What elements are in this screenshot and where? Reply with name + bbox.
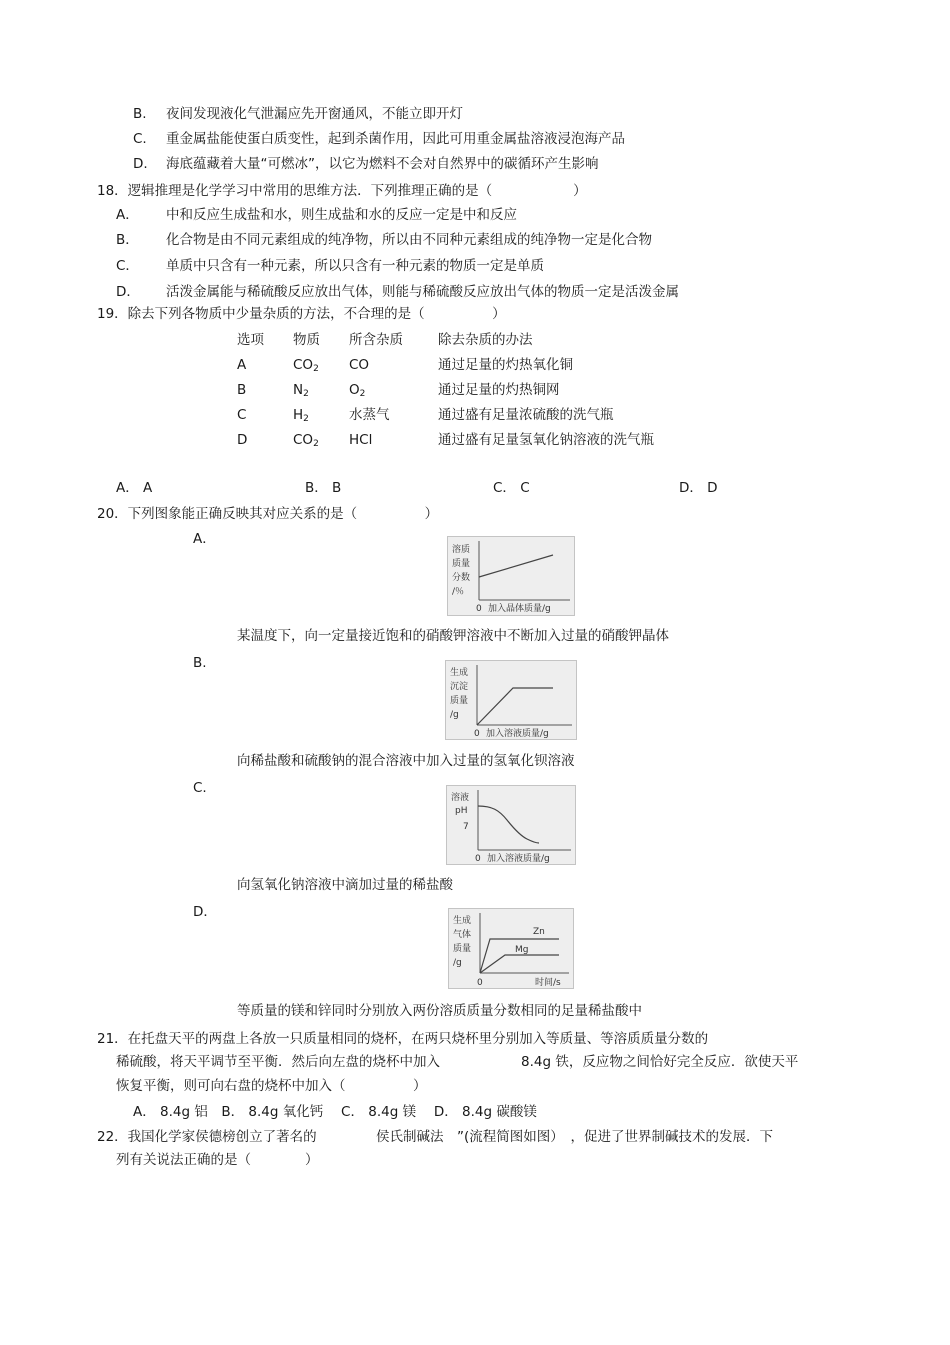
table-cell-substance: $CO_2$ — [293, 432, 319, 449]
table-header-cell: 所含杂质 — [349, 332, 403, 348]
q20-option-c-letter: C. — [193, 780, 207, 796]
graph-d-ylabel: 气体 — [453, 930, 472, 940]
q18-option-c-text: 单质中只含有一种元素，所以只含有一种元素的物质一定是单质 — [166, 258, 544, 274]
table-cell-impurity: HCl — [349, 432, 373, 448]
graph-d-ylabel: /g — [453, 958, 462, 968]
graph-b-curve — [477, 688, 553, 725]
q20-option-a-letter: A． — [193, 531, 216, 547]
graph-b-ylabel: 沉淀 — [450, 682, 469, 692]
graph-c-ylabel: 溶液 — [451, 793, 470, 803]
q21-line-3: 恢复平衡，则可向右盘的烧杯中加入（ ） — [116, 1078, 427, 1094]
table-cell-impurity: CO — [349, 357, 370, 373]
q17-option-c-letter: C. — [133, 131, 147, 147]
q17-option-d-text: 海底蕴藏着大量“可燃冰”，以它为燃料不会对自然界中的碳循环产生影响 — [166, 156, 599, 172]
x-axis-label: 加入溶液质量/g — [486, 729, 549, 739]
graph-a-curve — [479, 555, 553, 577]
q20-stem: 20．下列图象能正确反映其对应关系的是（ ） — [97, 506, 439, 522]
q20-option-c-caption: 向氢氧化钠溶液中滴加过量的稀盐酸 — [237, 877, 453, 893]
q20-option-b-caption: 向稀盐酸和硫酸钠的混合溶液中加入过量的氢氧化钡溶液 — [237, 753, 575, 769]
graph-a-ylabel: /％ — [452, 587, 465, 597]
graph-b-ylabel: 质量 — [450, 696, 469, 706]
q22-line-2: 列有关说法正确的是（ ） — [116, 1152, 319, 1168]
table-cell-substance: $N_2$ — [293, 382, 309, 399]
origin-label: 0 — [476, 604, 482, 614]
origin-label: 0 — [477, 978, 483, 988]
q19-answer-b: B． B — [305, 480, 342, 496]
graph-c-ytick: 7 — [463, 822, 469, 832]
table-cell-impurity: 水蒸气 — [349, 407, 390, 423]
q17-option-b-text: 夜间发现液化气泄漏应先开窗通风，不能立即开灯 — [166, 106, 463, 122]
table-cell-substance: $CO_2$ — [293, 357, 319, 374]
table-cell-option: C — [237, 407, 247, 423]
q17-option-d-letter: D. — [133, 156, 148, 172]
q21-options: A． 8.4g 铝 B． 8.4g 氧化钙 C． 8.4g 镁 D． 8.4g 碳酸镁 — [133, 1104, 537, 1120]
q18-option-a-letter: A． — [116, 207, 139, 223]
q20-option-b-letter: B. — [193, 655, 207, 671]
q21-line-2a: 稀硫酸，将天平调节至平衡．然后向左盘的烧杯中加入 — [116, 1054, 440, 1070]
q18-stem: 18．逻辑推理是化学学习中常用的思维方法．下列推理正确的是（ ） — [97, 183, 587, 199]
table-cell-method: 通过足量的灼热铜网 — [438, 382, 560, 398]
origin-label: 0 — [475, 854, 481, 864]
q18-option-d-text: 活泼金属能与稀硫酸反应放出气体，则能与稀硫酸反应放出气体的物质一定是活泼金属 — [166, 284, 679, 300]
graph-d — [448, 908, 574, 989]
q18-option-b-text: 化合物是由不同元素组成的纯净物，所以由不同种元素组成的纯净物一定是化合物 — [166, 232, 652, 248]
origin-label: 0 — [474, 729, 480, 739]
graph-d-ylabel: 生成 — [453, 916, 472, 926]
graph-a-ylabel: 质量 — [452, 559, 471, 569]
table-header-cell: 物质 — [293, 332, 320, 348]
q22-line-1b: 侯氏制碱法 ”(流程简图如图） ，促进了世界制碱技术的发展．下 — [376, 1129, 774, 1145]
graph-a-ylabel: 溶质 — [452, 545, 471, 555]
graph-c-curve — [478, 806, 539, 843]
q19-answer-d: D． D — [679, 480, 718, 496]
graph-d-curve-mg — [480, 955, 559, 973]
q19-answer-c: C． C — [493, 480, 530, 496]
table-cell-method: 通过盛有足量浓硫酸的洗气瓶 — [438, 407, 614, 423]
x-axis-label: 加入晶体质量/g — [488, 604, 551, 614]
graph-b — [445, 660, 577, 740]
graph-d-ylabel: 质量 — [453, 944, 472, 954]
q19-answer-a: A． A — [116, 480, 153, 496]
table-cell-method: 通过盛有足量氢氧化钠溶液的洗气瓶 — [438, 432, 654, 448]
q21-line-2b: 8.4g 铁，反应物之间恰好完全反应．欲使天平 — [521, 1054, 799, 1070]
q18-option-d-letter: D． — [116, 284, 140, 300]
graph-b-ylabel: 生成 — [450, 668, 469, 678]
q17-option-b-letter: B. — [133, 106, 147, 122]
q21-line-1: 21．在托盘天平的两盘上各放一只质量相同的烧杯，在两只烧杯里分别加入等质量、等溶质质量分数的 — [97, 1031, 709, 1047]
q18-option-b-letter: B． — [116, 232, 139, 248]
table-cell-option: B — [237, 382, 247, 398]
graph-a-ylabel: 分数 — [452, 573, 471, 583]
x-axis-label: 时间/s — [535, 978, 561, 988]
x-axis-label: 加入溶液质量/g — [487, 854, 550, 864]
graph-c-ylabel: pH — [455, 806, 468, 816]
q17-option-c-text: 重金属盐能使蛋白质变性，起到杀菌作用，因此可用重金属盐溶液浸泡海产品 — [166, 131, 625, 147]
graph-b-ylabel: /g — [450, 710, 459, 720]
table-cell-substance: $H_2$ — [293, 407, 309, 424]
table-cell-option: D — [237, 432, 248, 448]
q20-option-a-caption: 某温度下，向一定量接近饱和的硝酸钾溶液中不断加入过量的硝酸钾晶体 — [237, 628, 669, 644]
series-label-zn: Zn — [533, 927, 545, 937]
graph-a — [447, 536, 575, 616]
table-cell-method: 通过足量的灼热氧化铜 — [438, 357, 573, 373]
q18-option-c-letter: C． — [116, 258, 139, 274]
q18-option-a-text: 中和反应生成盐和水，则生成盐和水的反应一定是中和反应 — [166, 207, 517, 223]
q19-stem: 19．除去下列各物质中少量杂质的方法，不合理的是（ ） — [97, 306, 506, 322]
series-label-mg: Mg — [515, 945, 529, 955]
table-cell-option: A — [237, 357, 247, 373]
table-cell-impurity: $O_2$ — [349, 382, 366, 399]
q20-option-d-caption: 等质量的镁和锌同时分别放入两份溶质质量分数相同的足量稀盐酸中 — [237, 1003, 642, 1019]
graph-c — [446, 785, 576, 865]
q22-line-1a: 22．我国化学家侯德榜创立了著名的 — [97, 1129, 317, 1145]
table-header-cell: 除去杂质的办法 — [438, 332, 533, 348]
q20-option-d-letter: D． — [193, 904, 217, 920]
table-header-cell: 选项 — [237, 332, 264, 348]
